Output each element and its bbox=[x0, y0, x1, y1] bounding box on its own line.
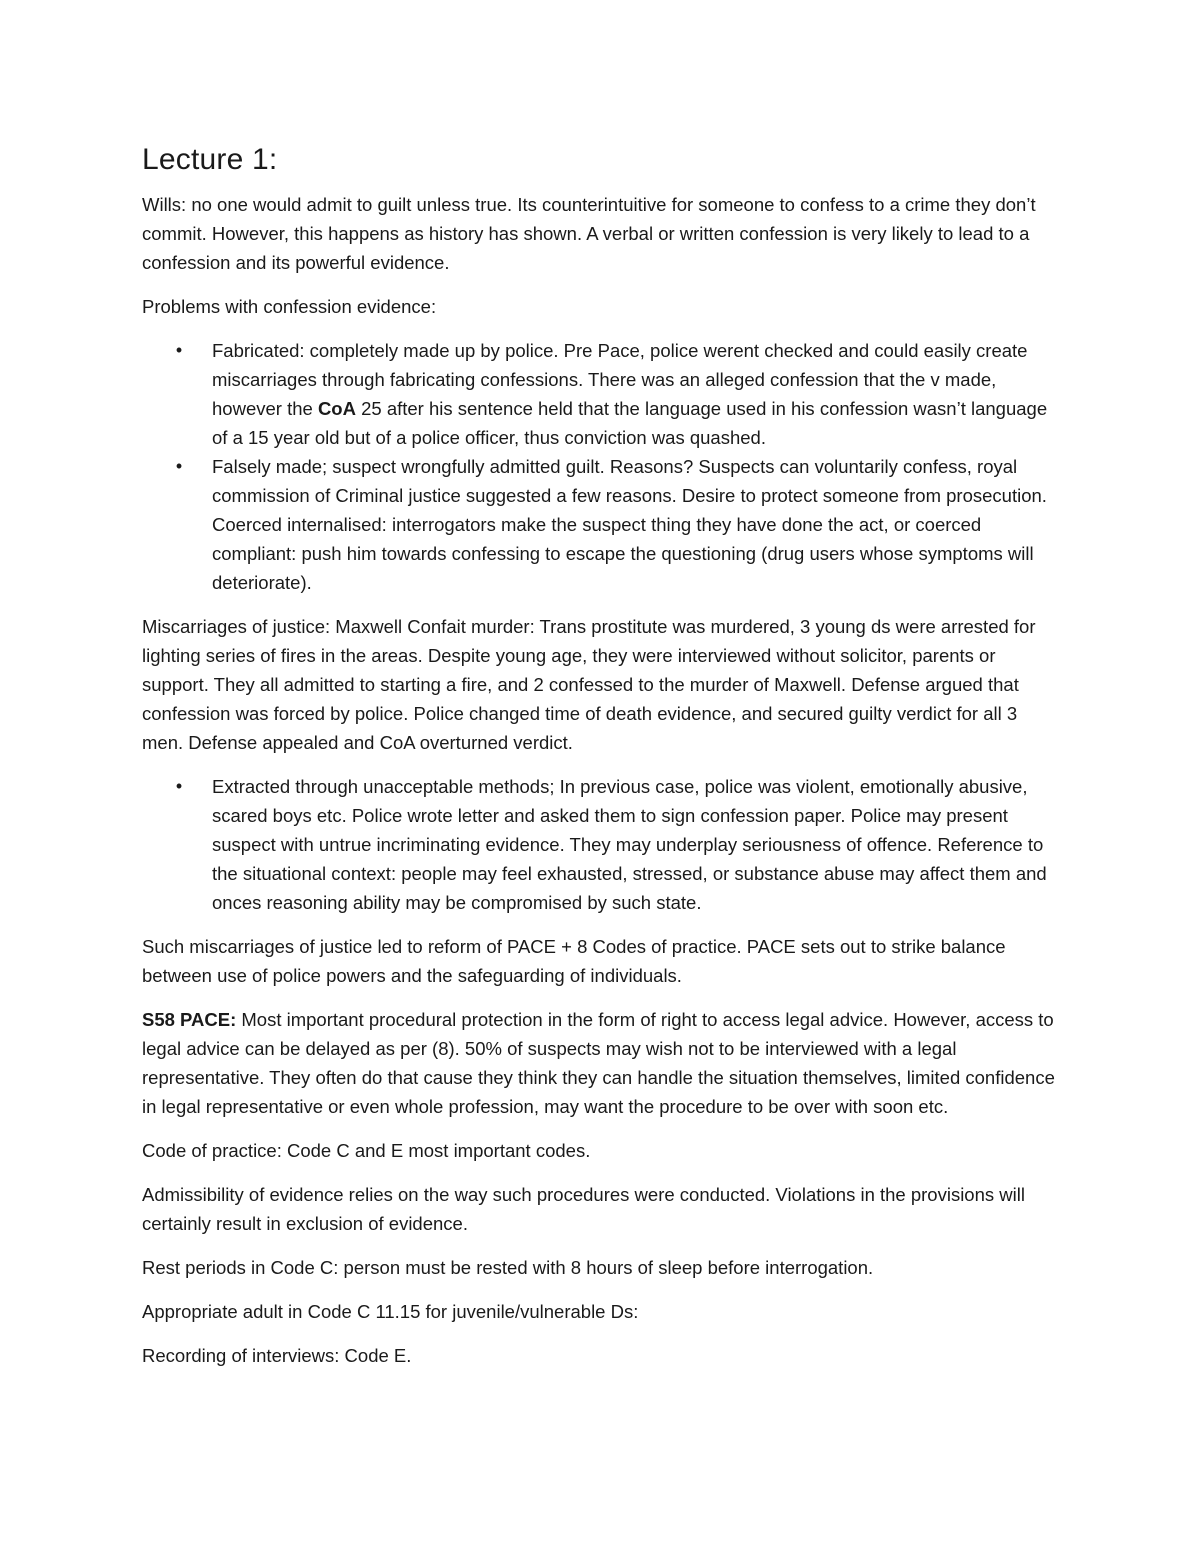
list-item-text: Extracted through unacceptable methods; In previous case, police was violent, emotionally abusive, scared boys etc. Police wrote letter and asked them to sign confession paper. Police may present suspect with untrue incriminating evidence. They may underplay seriousness of offence. Reference to the situational context: people may feel exhausted, stressed, or substance abuse may affect them and onces reasoning ability may be compromised by such state. bbox=[212, 776, 1047, 913]
paragraph-code-of-practice: Code of practice: Code C and E most important codes. bbox=[142, 1140, 591, 1161]
list-item bbox=[142, 336, 1062, 452]
paragraph-reform: Such miscarriages of justice led to reform of PACE + 8 Codes of practice. PACE sets out to strike balance between use of police powers and the safeguarding of individuals. bbox=[142, 936, 1006, 986]
bullet-icon: • bbox=[175, 456, 183, 476]
list-item-text-continued: 25 after his sentence held that the language used in his confession wasn’t language of a 15 year old but of a police officer, thus conviction was quashed. bbox=[212, 398, 1048, 448]
list-item-text: Fabricated: completely made up by police. Pre Pace, police werent checked and could easily create miscarriages through fabricating confessions. There was an alleged confession that the v made, however the bbox=[212, 340, 1028, 419]
paragraph-s58 bbox=[142, 1005, 1062, 1121]
document-page bbox=[142, 140, 1062, 1385]
list-item bbox=[142, 772, 1062, 917]
s58-heading: S58 PACE: bbox=[142, 1009, 237, 1030]
paragraph-problems: Problems with confession evidence: bbox=[142, 296, 437, 317]
paragraph-miscarriages: Miscarriages of justice: Maxwell Confait murder: Trans prostitute was murdered, 3 young ds were arrested for lighting series of fires in the areas. Despite young age, they were interviewed without solicitor, parents or support. They all admitted to starting a fire, and 2 confessed to the murder of Maxwell. Defense argued that confession was forced by police. Police changed time of death evidence, and secured guilty verdict for all 3 men. Defense appealed and CoA overturned verdict. bbox=[142, 616, 1036, 753]
paragraph-rest-periods: Rest periods in Code C: person must be rested with 8 hours of sleep before interrogation. bbox=[142, 1257, 874, 1278]
list-item-bold: CoA bbox=[317, 398, 356, 419]
paragraph-appropriate-adult: Appropriate adult in Code C 11.15 for juvenile/vulnerable Ds: bbox=[142, 1301, 639, 1322]
bullet-list-problems bbox=[142, 336, 1062, 597]
paragraph-admissibility: Admissibility of evidence relies on the way such procedures were conducted. Violations in the provisions will certainly result in exclusion of evidence. bbox=[142, 1184, 1025, 1234]
paragraph-recording: Recording of interviews: Code E. bbox=[142, 1345, 412, 1366]
page-title: Lecture 1: bbox=[142, 143, 278, 176]
list-item-text: Falsely made; suspect wrongfully admitted guilt. Reasons? Suspects can voluntarily confess, royal commission of Criminal justice suggested a few reasons. Desire to protect someone from prosecution. Coerced internalised: interrogators make the suspect thing they have done the act, or coerced compliant: push him towards confessing to escape the questioning (drug users whose symptoms will deteriorate). bbox=[212, 456, 1047, 593]
list-item bbox=[142, 452, 1062, 597]
bullet-icon: • bbox=[175, 776, 183, 796]
bullet-icon: • bbox=[175, 340, 183, 360]
s58-text: Most important procedural protection in the form of right to access legal advice. However, access to legal advice can be delayed as per (8). 50% of suspects may wish not to be interviewed with a legal representative. They often do that cause they think they can handle the situation themselves, limited confidence in legal representative or even whole profession, may want the procedure to be over with soon etc. bbox=[142, 1009, 1055, 1117]
paragraph-wills: Wills: no one would admit to guilt unless true. Its counterintuitive for someone to confess to a crime they don’t commit. However, this happens as history has shown. A verbal or written confession is very likely to lead to a confession and its powerful evidence. bbox=[142, 194, 1036, 273]
bullet-list-methods bbox=[142, 772, 1062, 917]
